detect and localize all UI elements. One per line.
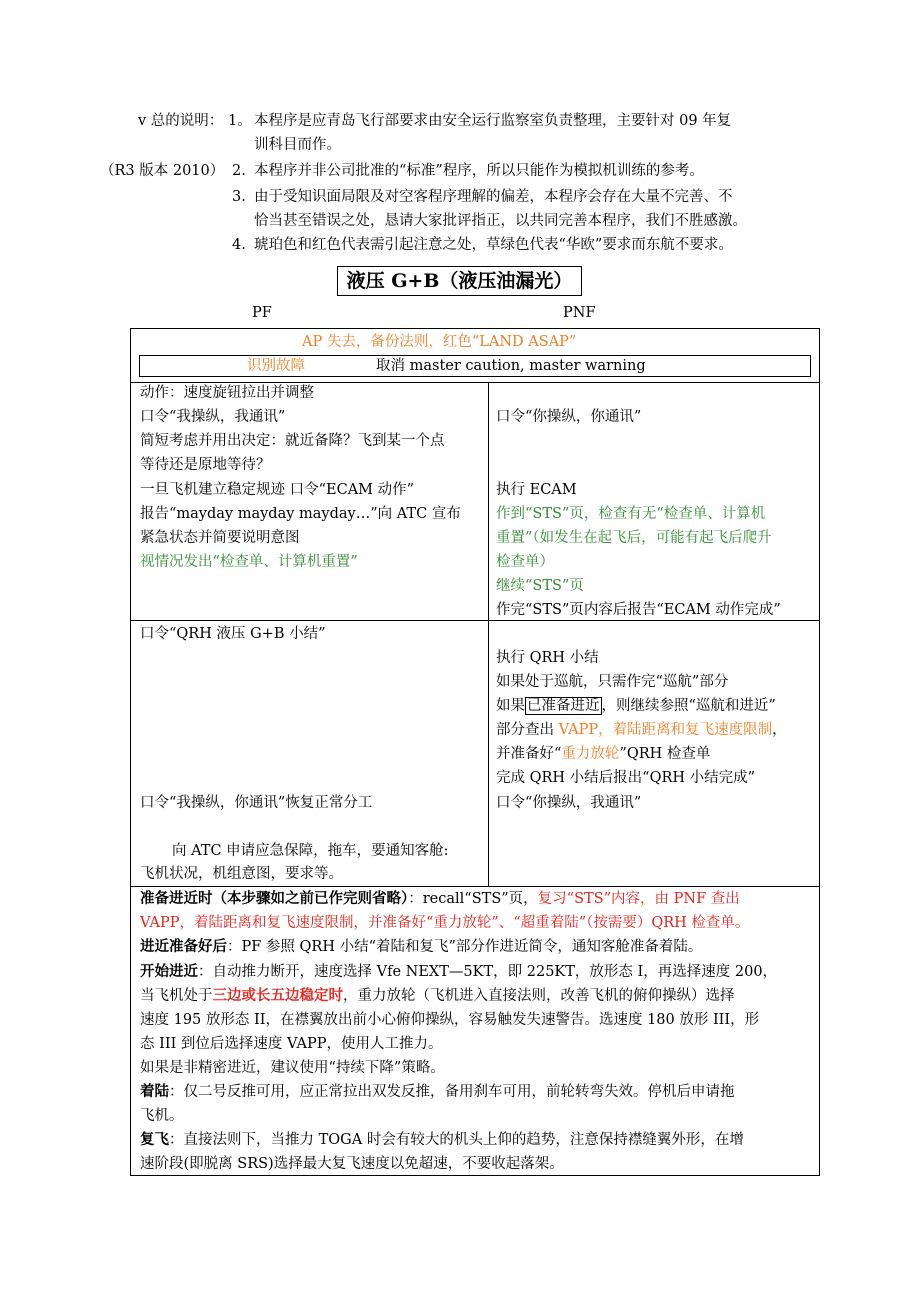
- s2-pnf-line: 部分查出 VAPP，着陆距离和复飞速度限制，: [496, 722, 787, 738]
- note-3-num: 3.: [232, 189, 246, 205]
- s3-line: 复飞：直接法则下，当推力 TOGA 时会有较大的机头上仰的趋势，注意保持襟缝翼外形，在增: [140, 1131, 744, 1148]
- note-3-line1: 由于受知识面局限及对空客程序理解的偏差，本程序会存在大量不完善、不: [254, 189, 733, 205]
- s1-pf-line: 口令“我操纵，我通讯”: [140, 409, 286, 425]
- s1-pf-line: 视情况发出“检查单、计算机重置”: [140, 554, 358, 570]
- identify-fault-box: [139, 355, 811, 377]
- s1-pf-line: 报告“mayday mayday mayday…”向 ATC 宣布: [140, 506, 461, 522]
- note-4-num: 4.: [232, 237, 246, 253]
- s1-pnf-line: 重置”（如发生在起飞后，可能有起飞后爬升: [496, 530, 772, 546]
- identify-fault-action: 取消 master caution, master warning: [376, 358, 646, 374]
- s1-pf-line: 紧急状态并简要说明意图: [140, 530, 300, 546]
- s3-line: 当飞机处于三边或长五边稳定时，重力放轮（飞机进入直接法则，改善飞机的俯仰操纵）选择: [140, 987, 735, 1004]
- s1-pf-line: 简短考虑并用出决定：就近备降？飞到某一个点: [140, 433, 445, 449]
- s3-line: 飞机。: [140, 1108, 184, 1124]
- s3-line: 速度 195 放形态 II，在襟翼放出前小心俯仰操纵，容易触发失速警告。选速度 180 放形 III，形: [140, 1012, 760, 1028]
- s3-line: VAPP，着陆距离和复飞速度限制，并准备好“重力放轮”、“超重着陆”（按需要）QRH 检查单。: [140, 915, 750, 931]
- pf-column-label: PF: [252, 305, 272, 321]
- note-1-line1: 本程序是应青岛飞行部要求由安全运行监察室负责整理，主要针对 09 年复: [254, 113, 732, 129]
- s3-line: 速阶段(即脱离 SRS)选择最大复飞速度以免超速，不要收起落架。: [140, 1156, 564, 1172]
- s3-line: 进近准备好后：PF 参照 QRH 小结“着陆和复飞”部分作进近简令，通知客舱准备着陆。: [140, 938, 703, 955]
- s2-pf-line: 口令“我操纵，你通讯”恢复正常分工: [140, 795, 373, 811]
- version-label: （R3 版本 2010）: [100, 163, 225, 179]
- s2-pnf-line: 执行 QRH 小结: [496, 650, 599, 666]
- s1-pnf-line: 检查单）: [496, 554, 554, 570]
- s2-pnf-line: 完成 QRH 小结后报出“QRH 小结完成”: [496, 770, 756, 786]
- s2-pnf-line: 如果 已准备进近 ，则继续参照“巡航和进近”: [496, 698, 776, 714]
- ap-loss-line: AP 失去，备份法则，红色“LAND ASAP”: [302, 334, 577, 350]
- pnf-column-label: PNF: [563, 305, 596, 321]
- s1-pnf-line: 作完“STS”页内容后报告“ECAM 动作完成”: [496, 602, 781, 618]
- note-2-line1: 本程序并非公司批准的“标准”程序，所以只能作为模拟机训练的参考。: [254, 163, 704, 179]
- s1-pnf-line: 口令“你操纵，你通讯”: [496, 409, 642, 425]
- s3-line: 开始进近：自动推力断开，速度选择 Vfe NEXT—5KT，即 225KT，放形态 I，再选择速度 200，: [140, 963, 778, 980]
- s2-pf-line: 飞机状况，机组意图，要求等。: [140, 866, 343, 882]
- s3-line: 着陆：仅二号反推可用，应正常拉出双发反推，备用刹车可用，前轮转弯失效。停机后申请拖: [140, 1083, 735, 1100]
- note-3-line2: 恰当甚至错误之处，恳请大家批评指正，以共同完善本程序，我们不胜感激。: [254, 213, 747, 229]
- s1-pf-line: 等待还是原地等待？: [140, 457, 271, 473]
- approach-ready-box: 已准备进近: [527, 698, 600, 714]
- column-divider: [488, 382, 489, 887]
- s2-pf-line: 向 ATC 申请应急保障，拖车，要通知客舱:: [172, 843, 449, 859]
- s1-pf-line: 动作：速度旋钮拉出并调整: [140, 385, 314, 401]
- s2-pf-line: 口令“QRH 液压 G+B 小结”: [140, 626, 326, 642]
- s1-pf-line: 一旦飞机建立稳定规迹 口令“ECAM 动作”: [140, 482, 415, 498]
- s3-line: 态 III 到位后选择速度 VAPP，使用人工推力。: [140, 1036, 443, 1052]
- note-1-line2: 训科目而作。: [254, 137, 341, 153]
- note-4-line1: 琥珀色和红色代表需引起注意之处，草绿色代表“华欧”要求而东航不要求。: [254, 237, 733, 253]
- procedure-title: 液压 G+B（液压油漏光）: [337, 266, 582, 296]
- s2-pnf-line: 如果处于巡航，只需作完“巡航”部分: [496, 674, 729, 690]
- s2-pnf-line: 并准备好“重力放轮”QRH 检查单: [496, 746, 711, 762]
- notes-prefix: v 总的说明：: [138, 113, 224, 129]
- s1-pnf-line: 继续“STS”页: [496, 578, 584, 594]
- note-1-num: 1。: [228, 113, 252, 129]
- s2-pnf-line: 口令“你操纵，我通讯”: [496, 795, 642, 811]
- s1-pnf-line: 作到“STS”页，检查有无“检查单、计算机: [496, 506, 766, 522]
- s3-line: 准备进近时（本步骤如之前已作完则省略）：recall“STS”页，复习“STS”内容，由 PNF 查出: [140, 890, 740, 907]
- note-2-num: 2.: [232, 163, 246, 179]
- s1-pnf-line: 执行 ECAM: [496, 482, 577, 498]
- s3-line: 如果是非精密进近，建议使用“持续下降”策略。: [140, 1060, 445, 1076]
- identify-fault-label: 识别故障: [247, 358, 305, 374]
